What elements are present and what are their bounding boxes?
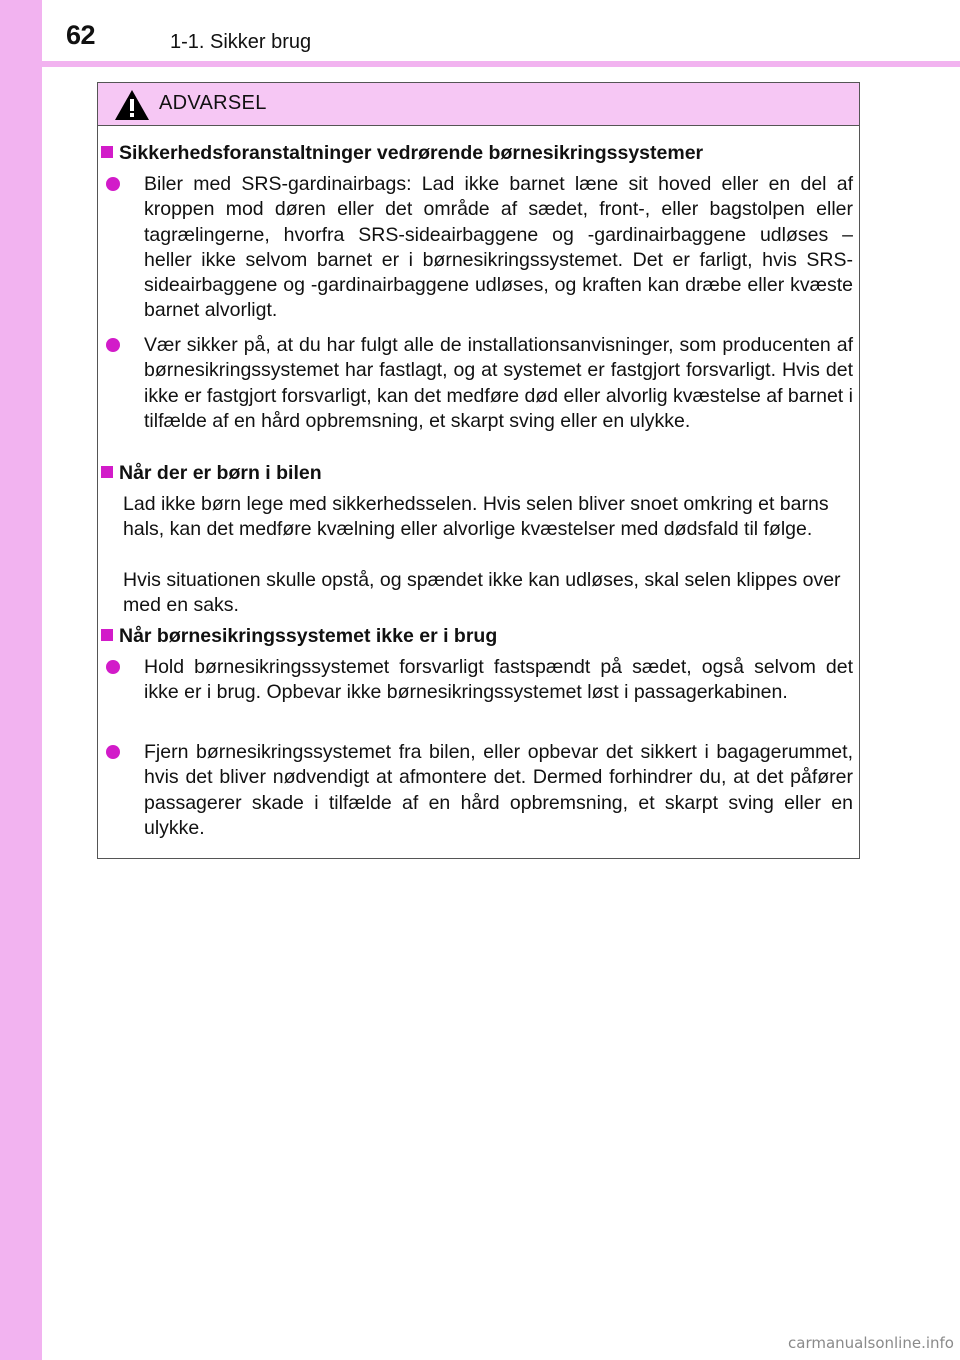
warning-triangle-icon xyxy=(114,89,150,121)
bullet-dot-icon xyxy=(106,745,120,759)
page-number: 62 xyxy=(66,20,96,50)
bullet-text: Hold børnesikringssystemet forsvarligt fastspændt på sædet, også selvom det ikke er i brug. Opbevar ikke børnesikringssystemet løst i passagerkabinen. xyxy=(144,656,853,704)
warning-header xyxy=(98,83,859,126)
subheading-children-in-car: Når der er børn i bilen xyxy=(101,462,322,485)
section-title: 1-1. Sikker brug xyxy=(170,31,312,53)
watermark-logo: carmanualsonline.info xyxy=(788,1334,954,1352)
square-bullet-icon xyxy=(101,466,113,478)
bullet-dot-icon xyxy=(106,177,120,191)
bullet-dot-icon xyxy=(106,338,120,352)
square-bullet-icon xyxy=(101,146,113,158)
bullet-dot-icon xyxy=(106,660,120,674)
warning-box xyxy=(97,82,860,859)
paragraph: Hvis situationen skulle opstå, og spændet ikke kan udløses, skal selen klippes over med en saks. xyxy=(123,569,841,617)
subheading-restraint-not-in-use: Når børnesikringssystemet ikke er i brug xyxy=(101,625,497,648)
paragraph: Lad ikke børn lege med sikkerhedsselen. Hvis selen bliver snoet omkring et barns hals, kan det medføre kvælning eller alvorlige kvæstelser med dødsfald til følge. xyxy=(123,493,829,541)
subheading-child-restraint-precautions: Sikkerhedsforanstaltninger vedrørende børnesikringssystemer xyxy=(101,142,703,165)
side-color-band xyxy=(0,0,42,1360)
bullet-text: Biler med SRS-gardinairbags: Lad ikke barnet læne sit hoved eller en del af kroppen mod døren eller det område af sædet, front-, eller bagstolpen eller tagrælingerne, hvorfra SRS-sideairbaggene og -gardinairbaggene udløses – heller ikke selvom barnet er i børnesikringssystemet. Det er farligt, hvis SRS-sideairbaggene og -gardinairbaggene udløses, og kraften kan dræbe eller kvæste barnet alvorligt. xyxy=(144,173,853,322)
header-rule xyxy=(42,61,960,67)
warning-title: ADVARSEL xyxy=(159,92,267,114)
bullet-text: Vær sikker på, at du har fulgt alle de installationsanvisninger, som producenten af børnesikringssystemet har fastlagt, og at systemet er fastgjort forsvarligt. Hvis det ikke er fastgjort forsvarligt, kan det medføre død eller alvorlig kvæstelse af barnet i tilfælde af en hård opbremsning, et skarpt sving eller en ulykke. xyxy=(144,334,853,432)
square-bullet-icon xyxy=(101,629,113,641)
bullet-text: Fjern børnesikringssystemet fra bilen, eller opbevar det sikkert i bagagerummet, hvis det bliver nødvendigt at afmontere det. Dermed forhindrer du, at det påfører passagerer skade i tilfælde af en hård opbremsning, et skarpt sving eller en ulykke. xyxy=(144,741,853,839)
